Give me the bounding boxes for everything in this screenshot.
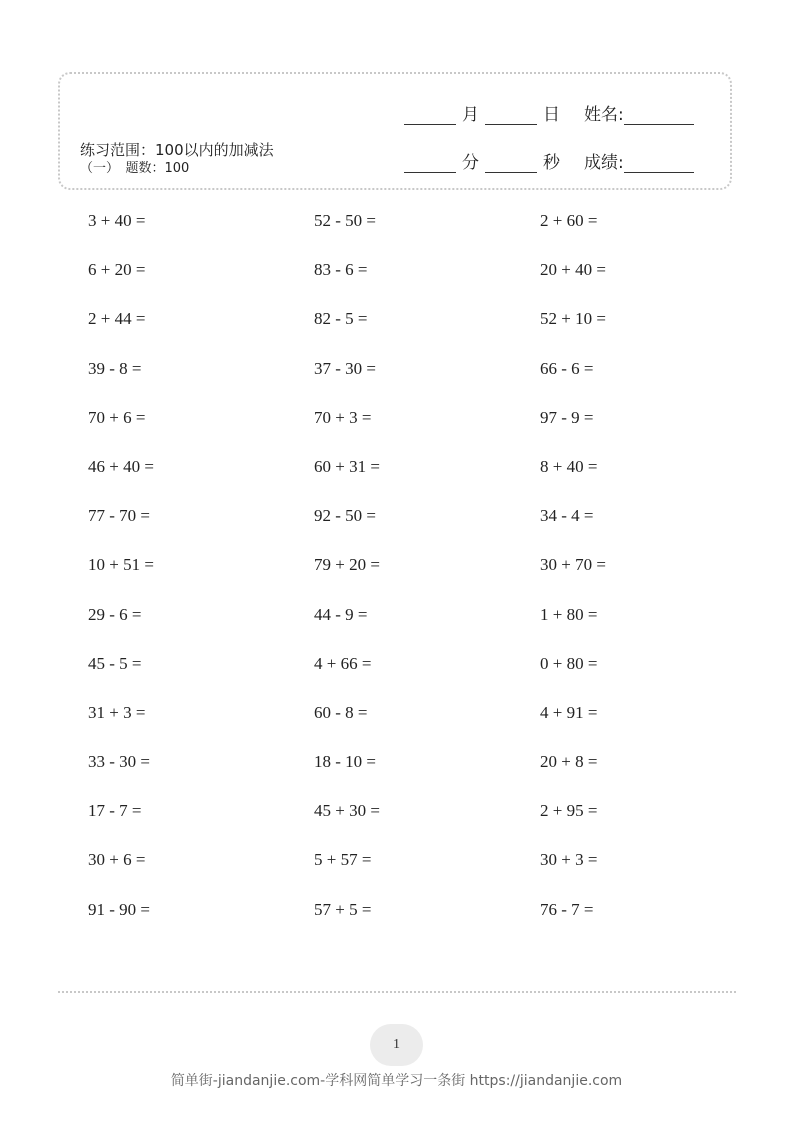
footer-credit: 简单街-jiandanjie.com-学科网简单学习一条街 https://jiandanjie.com xyxy=(170,1073,623,1089)
math-problem: 0 + 80 = xyxy=(540,653,598,673)
problem-row xyxy=(0,246,793,295)
math-problem: 97 - 9 = xyxy=(540,407,594,427)
math-problem: 1 + 80 = xyxy=(540,604,598,624)
math-problem: 4 + 91 = xyxy=(540,702,598,722)
math-problem: 83 - 6 = xyxy=(314,260,368,280)
problem-row xyxy=(0,738,793,787)
divider xyxy=(58,991,736,993)
practice-scope xyxy=(80,140,274,178)
math-problem: 76 - 7 = xyxy=(540,899,594,919)
problem-row xyxy=(0,394,793,443)
math-problem: 60 + 31 = xyxy=(314,456,380,476)
page-number: 1 xyxy=(370,1024,423,1066)
math-problem: 45 - 5 = xyxy=(88,653,142,673)
math-problem: 18 - 10 = xyxy=(314,752,376,772)
problem-row xyxy=(0,492,793,541)
math-problem: 44 - 9 = xyxy=(314,604,368,624)
math-problem: 30 + 70 = xyxy=(540,555,606,575)
month-blank[interactable] xyxy=(404,104,456,125)
math-problem: 33 - 30 = xyxy=(88,752,150,772)
problem-row xyxy=(0,640,793,689)
problem-row xyxy=(0,295,793,344)
problem-row xyxy=(0,197,793,246)
problem-row xyxy=(0,591,793,640)
score-blank[interactable] xyxy=(624,152,694,173)
math-problem: 2 + 60 = xyxy=(540,211,598,230)
problem-row xyxy=(0,689,793,738)
math-problem: 20 + 8 = xyxy=(540,752,598,772)
problem-grid xyxy=(0,197,793,935)
day-label: 日 xyxy=(543,105,560,125)
second-blank[interactable] xyxy=(485,152,537,173)
minute-label: 分 xyxy=(462,153,479,173)
day-blank[interactable] xyxy=(485,104,537,125)
math-problem: 20 + 40 = xyxy=(540,260,606,280)
math-problem: 39 - 8 = xyxy=(88,358,142,378)
math-problem: 66 - 6 = xyxy=(540,358,594,378)
problem-row xyxy=(0,836,793,885)
math-problem: 52 + 10 = xyxy=(540,309,606,329)
math-problem: 91 - 90 = xyxy=(88,899,150,919)
math-problem: 45 + 30 = xyxy=(314,801,380,821)
worksheet-header xyxy=(58,72,732,190)
month-label: 月 xyxy=(462,105,479,125)
math-problem: 79 + 20 = xyxy=(314,555,380,575)
math-problem: 17 - 7 = xyxy=(88,801,142,821)
math-problem: 3 + 40 = xyxy=(88,211,146,230)
math-problem: 6 + 20 = xyxy=(88,260,146,280)
math-problem: 92 - 50 = xyxy=(314,506,376,526)
math-problem: 5 + 57 = xyxy=(314,850,372,870)
math-problem: 70 + 3 = xyxy=(314,407,372,427)
second-label: 秒 xyxy=(543,153,560,173)
math-problem: 34 - 4 = xyxy=(540,506,594,526)
math-problem: 46 + 40 = xyxy=(88,456,154,476)
math-problem: 77 - 70 = xyxy=(88,506,150,526)
math-problem: 2 + 44 = xyxy=(88,309,146,329)
math-problem: 2 + 95 = xyxy=(540,801,598,821)
math-problem: 82 - 5 = xyxy=(314,309,368,329)
math-problem: 60 - 8 = xyxy=(314,702,368,722)
problem-row xyxy=(0,787,793,836)
math-problem: 10 + 51 = xyxy=(88,555,154,575)
scope-count: （一） 题数：100 xyxy=(80,161,190,176)
name-label: 姓名: xyxy=(584,105,624,125)
minute-blank[interactable] xyxy=(404,152,456,173)
math-problem: 70 + 6 = xyxy=(88,407,146,427)
scope-title: 练习范围：100以内的加减法 xyxy=(80,141,274,159)
time-score-row xyxy=(404,148,694,173)
problem-row xyxy=(0,541,793,590)
math-problem: 29 - 6 = xyxy=(88,604,142,624)
problem-row xyxy=(0,443,793,492)
math-problem: 8 + 40 = xyxy=(540,456,598,476)
problem-row xyxy=(0,886,793,935)
math-problem: 30 + 3 = xyxy=(540,850,598,870)
problem-row xyxy=(0,345,793,394)
math-problem: 30 + 6 = xyxy=(88,850,146,870)
score-label: 成绩: xyxy=(584,153,624,173)
math-problem: 31 + 3 = xyxy=(88,702,146,722)
math-problem: 4 + 66 = xyxy=(314,653,372,673)
math-problem: 57 + 5 = xyxy=(314,899,372,919)
math-problem: 52 - 50 = xyxy=(314,211,376,230)
math-problem: 37 - 30 = xyxy=(314,358,376,378)
name-blank[interactable] xyxy=(624,104,694,125)
date-name-row xyxy=(404,100,694,125)
